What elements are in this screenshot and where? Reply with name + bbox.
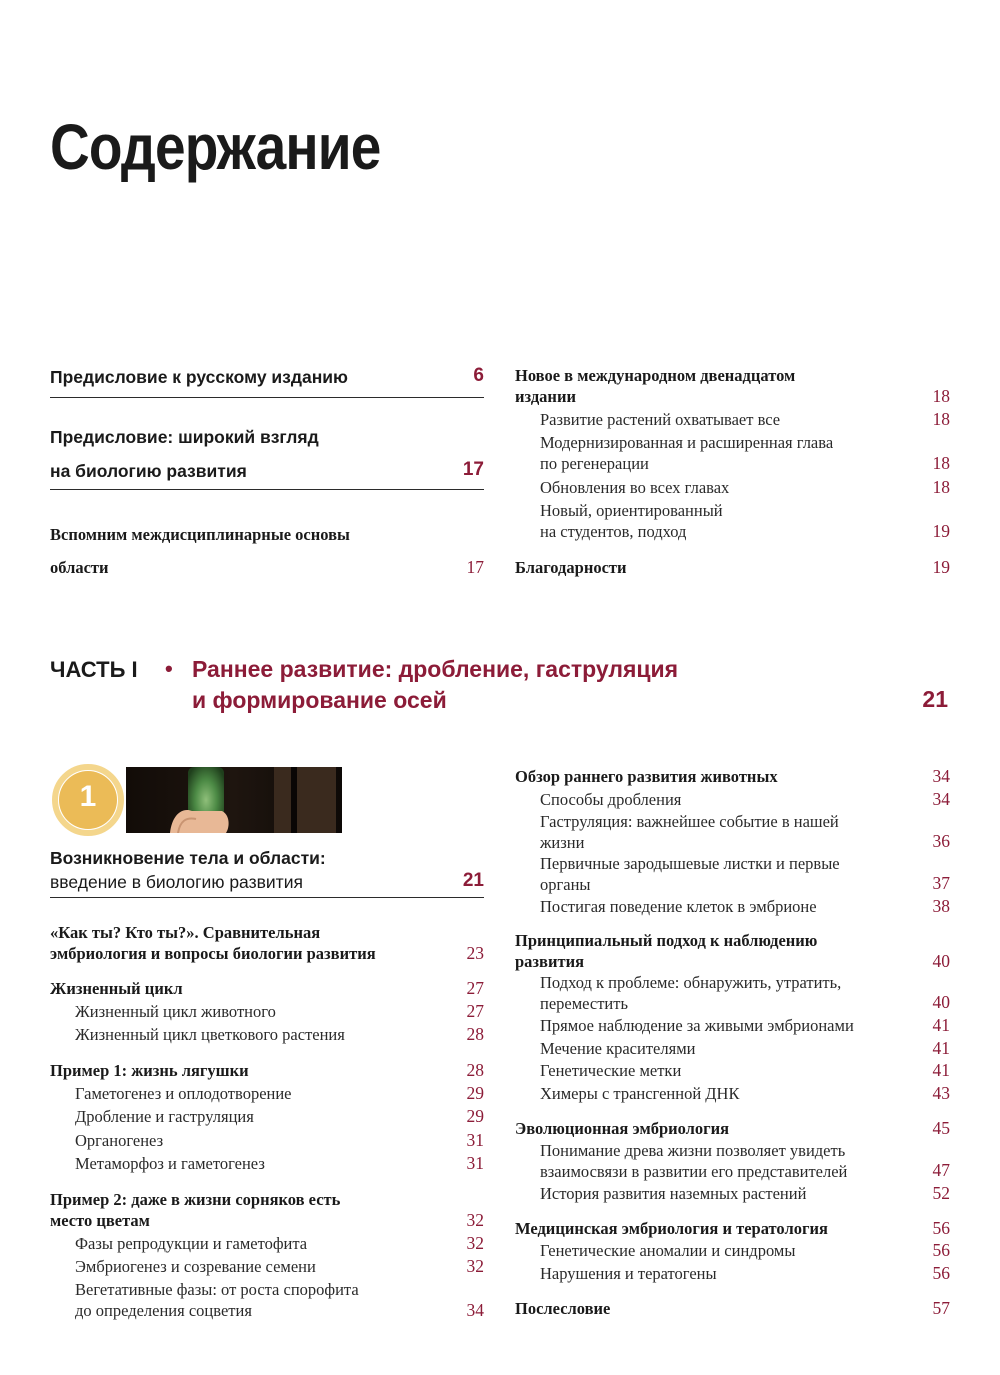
toc-entry-new-intl[interactable] <box>515 365 795 407</box>
entry-line: Новое в международном двенадцатом <box>515 366 796 385</box>
entry-line: органы <box>540 875 591 894</box>
page-number: 23 <box>466 943 484 963</box>
toc-subentry-updates[interactable]: Обновления во всех главах <box>540 478 730 497</box>
toc-entry-preface[interactable]: Предисловие: широкий взгляд <box>50 427 319 447</box>
toc-subentry-animal-cycle[interactable]: Жизненный цикл животного <box>75 1002 276 1021</box>
toc-subentry-gastrulation[interactable] <box>540 811 839 853</box>
toc-entry-evolutionary[interactable]: Эволюционная эмбриология <box>515 1119 730 1138</box>
toc-subentry-vegetative[interactable] <box>75 1279 359 1321</box>
toc-subentry-reproduction[interactable]: Фазы репродукции и гаметофита <box>75 1234 308 1253</box>
toc-entry-example-1[interactable]: Пример 1: жизнь лягушки <box>50 1061 249 1080</box>
page-number: 52 <box>932 1183 950 1203</box>
toc-entry-overview[interactable]: Обзор раннего развития животных <box>515 767 778 786</box>
toc-subentry-chimeras[interactable]: Химеры с трансгенной ДНК <box>540 1084 740 1103</box>
toc-entry-example-2[interactable] <box>50 1189 340 1231</box>
page-number: 19 <box>932 521 950 541</box>
toc-subentry-embryo-seed[interactable]: Эмбриогенез и созревание семени <box>75 1257 316 1276</box>
toc-subentry-genetic-labels[interactable]: Генетические метки <box>540 1061 682 1080</box>
chapter-number: 1 <box>79 780 97 813</box>
entry-line: Пример 2: даже в жизни сорняков есть <box>50 1190 341 1209</box>
page-number: 41 <box>932 1060 950 1080</box>
page-number: 38 <box>932 896 950 916</box>
part-label: ЧАСТЬ I <box>50 657 138 682</box>
page-number: 28 <box>466 1060 484 1080</box>
toc-entry-recall-line2[interactable]: области <box>50 558 109 577</box>
entry-line: Первичные зародышевые листки и первые <box>540 854 840 873</box>
toc-subentry-teratogens[interactable]: Нарушения и тератогены <box>540 1264 717 1283</box>
toc-subentry-land-plants[interactable]: История развития наземных растений <box>540 1184 807 1203</box>
divider <box>50 897 484 898</box>
entry-line: Подход к проблеме: обнаружить, утратить, <box>540 973 842 992</box>
page-number: 19 <box>932 557 950 577</box>
page-number: 41 <box>932 1038 950 1058</box>
page-title: Содержание <box>50 111 381 183</box>
toc-subentry-regeneration[interactable] <box>540 432 833 474</box>
page-number: 21 <box>462 870 484 891</box>
toc-subentry-tree-of-life[interactable] <box>540 1140 847 1182</box>
toc-subentry-gametogenesis[interactable]: Гаметогенез и оплодотворение <box>75 1084 292 1103</box>
entry-line: Понимание древа жизни позволяет увидеть <box>540 1141 846 1160</box>
toc-entry-preface-line2[interactable]: на биологию развития <box>50 461 247 481</box>
page-number: 43 <box>932 1083 950 1103</box>
page-number: 34 <box>932 789 950 809</box>
page-number: 17 <box>466 557 484 577</box>
entry-line: Гаструляция: важнейшее событие в нашей <box>540 812 839 831</box>
part-title[interactable] <box>192 654 678 716</box>
entry-line: по регенерации <box>540 454 649 473</box>
toc-subentry-approach[interactable] <box>540 972 841 1014</box>
toc-entry-recall[interactable]: Вспомним междисциплинарные основы <box>50 525 350 544</box>
page-number: 56 <box>932 1240 950 1260</box>
toc-subentry-organogenesis[interactable]: Органогенез <box>75 1131 164 1150</box>
page-number: 37 <box>932 873 950 893</box>
entry-line: издании <box>515 387 576 406</box>
page-number: 32 <box>466 1256 484 1276</box>
entry-line: на студентов, подход <box>540 522 687 541</box>
page-number: 34 <box>932 766 950 786</box>
page-number: 18 <box>932 409 950 429</box>
page-number: 6 <box>473 365 484 386</box>
toc-subentry-student[interactable] <box>540 500 723 542</box>
entry-line: развития <box>515 952 585 971</box>
page-number: 27 <box>466 1001 484 1021</box>
toc-subentry-direct-observation[interactable]: Прямое наблюдение за живыми эмбрионами <box>540 1016 854 1035</box>
page-number: 47 <box>932 1160 950 1180</box>
entry-line: Вегетативные фазы: от роста спорофита <box>75 1280 359 1299</box>
divider <box>50 397 484 398</box>
toc-entry-thanks[interactable]: Благодарности <box>515 558 627 577</box>
part-page-number: 21 <box>922 686 948 712</box>
page-number: 31 <box>466 1130 484 1150</box>
toc-subentry-germ-layers[interactable] <box>540 853 840 895</box>
part-title-line2: и формирование осей <box>192 687 447 713</box>
toc-entry-lifecycle[interactable]: Жизненный цикл <box>50 979 183 998</box>
toc-subentry-cleavage-modes[interactable]: Способы дробления <box>540 790 682 809</box>
page-number: 45 <box>932 1118 950 1138</box>
toc-subentry-cell-behavior[interactable]: Постигая поведение клеток в эмбрионе <box>540 897 817 916</box>
page-number: 41 <box>932 1015 950 1035</box>
entry-line: Принципиальный подход к наблюдению <box>515 931 818 950</box>
page-number: 31 <box>466 1153 484 1173</box>
toc-subentry-anomalies[interactable]: Генетические аномалии и синдромы <box>540 1241 796 1260</box>
entry-line: эмбриология и вопросы биологии развития <box>50 944 376 963</box>
entry-line: до определения соцветия <box>75 1301 252 1320</box>
entry-line: Модернизированная и расширенная глава <box>540 433 834 452</box>
entry-line: Новый, ориентированный <box>540 501 723 520</box>
page-number: 27 <box>466 978 484 998</box>
entry-line: место цветам <box>50 1211 150 1230</box>
page-number: 18 <box>932 386 950 406</box>
toc-subentry-dyes[interactable]: Мечение красителями <box>540 1039 696 1058</box>
entry-line: «Как ты? Кто ты?». Сравнительная <box>50 923 321 942</box>
toc-subentry-plants[interactable]: Развитие растений охватывает все <box>540 410 781 429</box>
page-number: 17 <box>462 459 484 480</box>
page-number: 36 <box>932 831 950 851</box>
toc-entry-medical[interactable]: Медицинская эмбриология и тератология <box>515 1219 828 1238</box>
page-number: 28 <box>466 1024 484 1044</box>
toc-entry-preface-ru[interactable]: Предисловие к русскому изданию <box>50 367 348 387</box>
toc-entry-howareyou[interactable] <box>50 922 376 964</box>
page-number: 32 <box>466 1210 484 1230</box>
page-number: 18 <box>932 477 950 497</box>
entry-line: взаимосвязи в развитии его представителей <box>540 1162 848 1181</box>
bullet-icon: • <box>165 656 173 681</box>
page-number: 32 <box>466 1233 484 1253</box>
toc-subentry-plant-cycle[interactable]: Жизненный цикл цветкового растения <box>75 1025 345 1044</box>
page-number: 56 <box>932 1218 950 1238</box>
toc-subentry-metamorphosis[interactable]: Метаморфоз и гаметогенез <box>75 1154 265 1173</box>
toc-subentry-cleavage[interactable]: Дробление и гаструляция <box>75 1107 254 1126</box>
page-number: 57 <box>932 1298 950 1318</box>
toc-entry-principal-approach[interactable] <box>515 930 817 972</box>
toc-entry-afterword[interactable]: Послесловие <box>515 1299 611 1318</box>
page-number: 40 <box>932 992 950 1012</box>
page-number: 29 <box>466 1106 484 1126</box>
part-title-line1: Раннее развитие: дробление, гаструляция <box>192 656 679 682</box>
chapter-subtitle[interactable]: введение в биологию развития <box>50 872 303 892</box>
entry-line: переместить <box>540 994 629 1013</box>
page-number: 29 <box>466 1083 484 1103</box>
page-number: 18 <box>932 453 950 473</box>
chapter-title[interactable]: Возникновение тела и области: <box>50 848 326 868</box>
entry-line: жизни <box>540 833 585 852</box>
page-number: 56 <box>932 1263 950 1283</box>
page-number: 40 <box>932 951 950 971</box>
divider <box>50 489 484 490</box>
page-number: 34 <box>466 1300 484 1320</box>
chapter-photo-image <box>126 767 342 833</box>
